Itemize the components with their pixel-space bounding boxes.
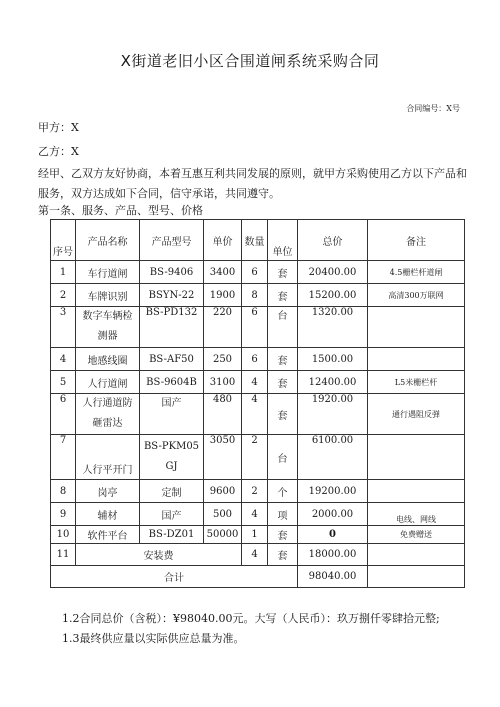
cell-seq: 8 — [51, 480, 76, 503]
cell-unit: 套 — [268, 544, 298, 566]
cell-qty: 4 — [242, 503, 268, 526]
cell-total: 1500.00 — [298, 348, 368, 371]
cell-qty: 6 — [242, 307, 268, 348]
cell-unit: 套 — [268, 348, 298, 371]
table-header-row — [51, 220, 465, 261]
cell-seq: 5 — [51, 371, 76, 394]
table-row — [51, 503, 465, 526]
header-unit-price: 单价 — [204, 220, 242, 261]
table-sum-row — [51, 566, 465, 588]
cell-seq: 7 — [51, 435, 76, 480]
cell-unit: 个 — [268, 480, 298, 503]
sum-total: 98040.00 — [298, 566, 368, 588]
cell-name: 地感线圈 — [76, 348, 140, 371]
cell-total: 20400.00 — [298, 261, 368, 284]
table-row — [51, 435, 465, 480]
cell-unit: 套 — [268, 284, 298, 307]
header-remark: 备注 — [368, 220, 465, 261]
cell-remark — [368, 435, 465, 480]
table-row — [51, 371, 465, 394]
cell-price: 250 — [204, 348, 242, 371]
cell-total: 6100.00 — [298, 435, 368, 480]
cell-model: BS-9604B — [140, 371, 204, 394]
cell-remark — [368, 348, 465, 371]
cell-price: 220 — [204, 307, 242, 348]
cell-qty: 6 — [242, 261, 268, 284]
cell-price: 3100 — [204, 371, 242, 394]
cell-unit: 台 — [268, 307, 298, 348]
cell-unit: 套 — [268, 526, 298, 544]
cell-qty: 6 — [242, 348, 268, 371]
cell-qty: 1 — [242, 526, 268, 544]
cell-price: 3050 — [204, 435, 242, 480]
party-b: 乙方：X — [38, 145, 79, 158]
cell-model: 定制 — [140, 480, 204, 503]
cell-model: 国产 — [140, 394, 204, 435]
cell-price: 3400 — [204, 261, 242, 284]
cell-unit: 套 — [268, 261, 298, 284]
table-row — [51, 261, 465, 284]
cell-name: 辅材 — [76, 503, 140, 526]
cell-remark — [368, 480, 465, 503]
cell-unit: 台 — [268, 435, 298, 480]
cell-qty: 8 — [242, 284, 268, 307]
cell-seq: 6 — [51, 394, 76, 435]
cell-name: 数字车辆检测器 — [76, 307, 140, 348]
cell-qty: 4 — [242, 544, 268, 566]
contract-number: 合同编号：X号 — [406, 104, 460, 113]
cell-price: 480 — [204, 394, 242, 435]
cell-name: 人行道闸 — [76, 371, 140, 394]
cell-name: 车行道闸 — [76, 261, 140, 284]
table-row — [51, 307, 465, 348]
cell-remark: 高清300万联网 — [368, 284, 465, 307]
header-unit: 单位 — [268, 220, 298, 261]
cell-total: 1320.00 — [298, 307, 368, 348]
cell-price: 1900 — [204, 284, 242, 307]
cell-seq: 3 — [51, 307, 76, 348]
cell-seq: 1 — [51, 261, 76, 284]
cell-seq: 2 — [51, 284, 76, 307]
cell-qty: 2 — [242, 480, 268, 503]
cell-model: 国产 — [140, 503, 204, 526]
cell-price: 500 — [204, 503, 242, 526]
cell-remark: 4.5栅栏杆道闸 — [368, 261, 465, 284]
cell-total: 2000.00 — [298, 503, 368, 526]
cell-total: 12400.00 — [298, 371, 368, 394]
table-row — [51, 544, 465, 566]
cell-model: BS-9406 — [140, 261, 204, 284]
cell-seq: 9 — [51, 503, 76, 526]
cell-model: BS-DZ01 — [140, 526, 204, 544]
cell-remark: 免费赠送 — [368, 526, 465, 544]
table-row — [51, 394, 465, 435]
cell-name: 安装费 — [76, 544, 242, 566]
cell-seq: 4 — [51, 348, 76, 371]
sum-label: 合计 — [51, 566, 298, 588]
cell-total: 18000.00 — [298, 544, 368, 566]
cell-total: 19200.00 — [298, 480, 368, 503]
cell-name: 人行平开门 — [76, 435, 140, 480]
cell-seq: 11 — [51, 544, 76, 566]
cell-name: 车牌识别 — [76, 284, 140, 307]
header-total: 总价 — [298, 220, 368, 261]
header-seq: 序号 — [51, 220, 76, 261]
total-price-clause: 1.2合同总价（含税）：¥98040.00元。大写（人民币）：玖万捌仟零肆拾元整; — [62, 612, 440, 625]
section-heading: 第一条、服务、产品、型号、价格 — [38, 204, 203, 217]
table-row — [51, 526, 465, 544]
cell-model: BS-PKM05GJ — [140, 435, 204, 480]
cell-qty: 4 — [242, 394, 268, 435]
cell-price: 9600 — [204, 480, 242, 503]
cell-unit: 项 — [268, 503, 298, 526]
cell-model: BS-AF50 — [140, 348, 204, 371]
cell-total: 0 — [298, 526, 368, 544]
cell-remark — [368, 307, 465, 348]
cell-total: 15200.00 — [298, 284, 368, 307]
cell-name: 软件平台 — [76, 526, 140, 544]
sum-remark — [368, 566, 465, 588]
cell-qty: 2 — [242, 435, 268, 480]
table-row — [51, 348, 465, 371]
header-model: 产品型号 — [140, 220, 204, 261]
party-a: 甲方：X — [38, 121, 79, 134]
intro-paragraph: 经甲、乙双方友好协商，本着互惠互利共同发展的原则，就甲方采购使用乙方以下产品和服务，双方达成如下合同，信守承诺，共同遵守。 — [38, 167, 467, 200]
product-table — [50, 219, 465, 588]
cell-name: 人行通道防砸雷达 — [76, 394, 140, 435]
cell-price: 50000 — [204, 526, 242, 544]
header-name: 产品名称 — [76, 220, 140, 261]
cell-remark: 通行遇阻反弹 — [368, 394, 465, 435]
cell-seq: 10 — [51, 526, 76, 544]
cell-remark: L5米栅栏杆 — [368, 371, 465, 394]
cell-total: 1920.00 — [298, 394, 368, 435]
cell-unit: 套 — [268, 371, 298, 394]
document-title: X街道老旧小区合围道闸系统采购合同 — [120, 52, 380, 70]
cell-model: BSYN-22 — [140, 284, 204, 307]
cell-remark — [368, 544, 465, 566]
table-row — [51, 480, 465, 503]
table-row — [51, 284, 465, 307]
header-qty: 数量 — [242, 220, 268, 261]
cell-qty: 4 — [242, 371, 268, 394]
supply-clause: 1.3最终供应量以实际供应总量为准。 — [62, 632, 245, 645]
cell-remark: 电线、网线 — [368, 503, 465, 526]
cell-model: BS-PD132 — [140, 307, 204, 348]
cell-unit: 套 — [268, 394, 298, 435]
cell-name: 岗亭 — [76, 480, 140, 503]
